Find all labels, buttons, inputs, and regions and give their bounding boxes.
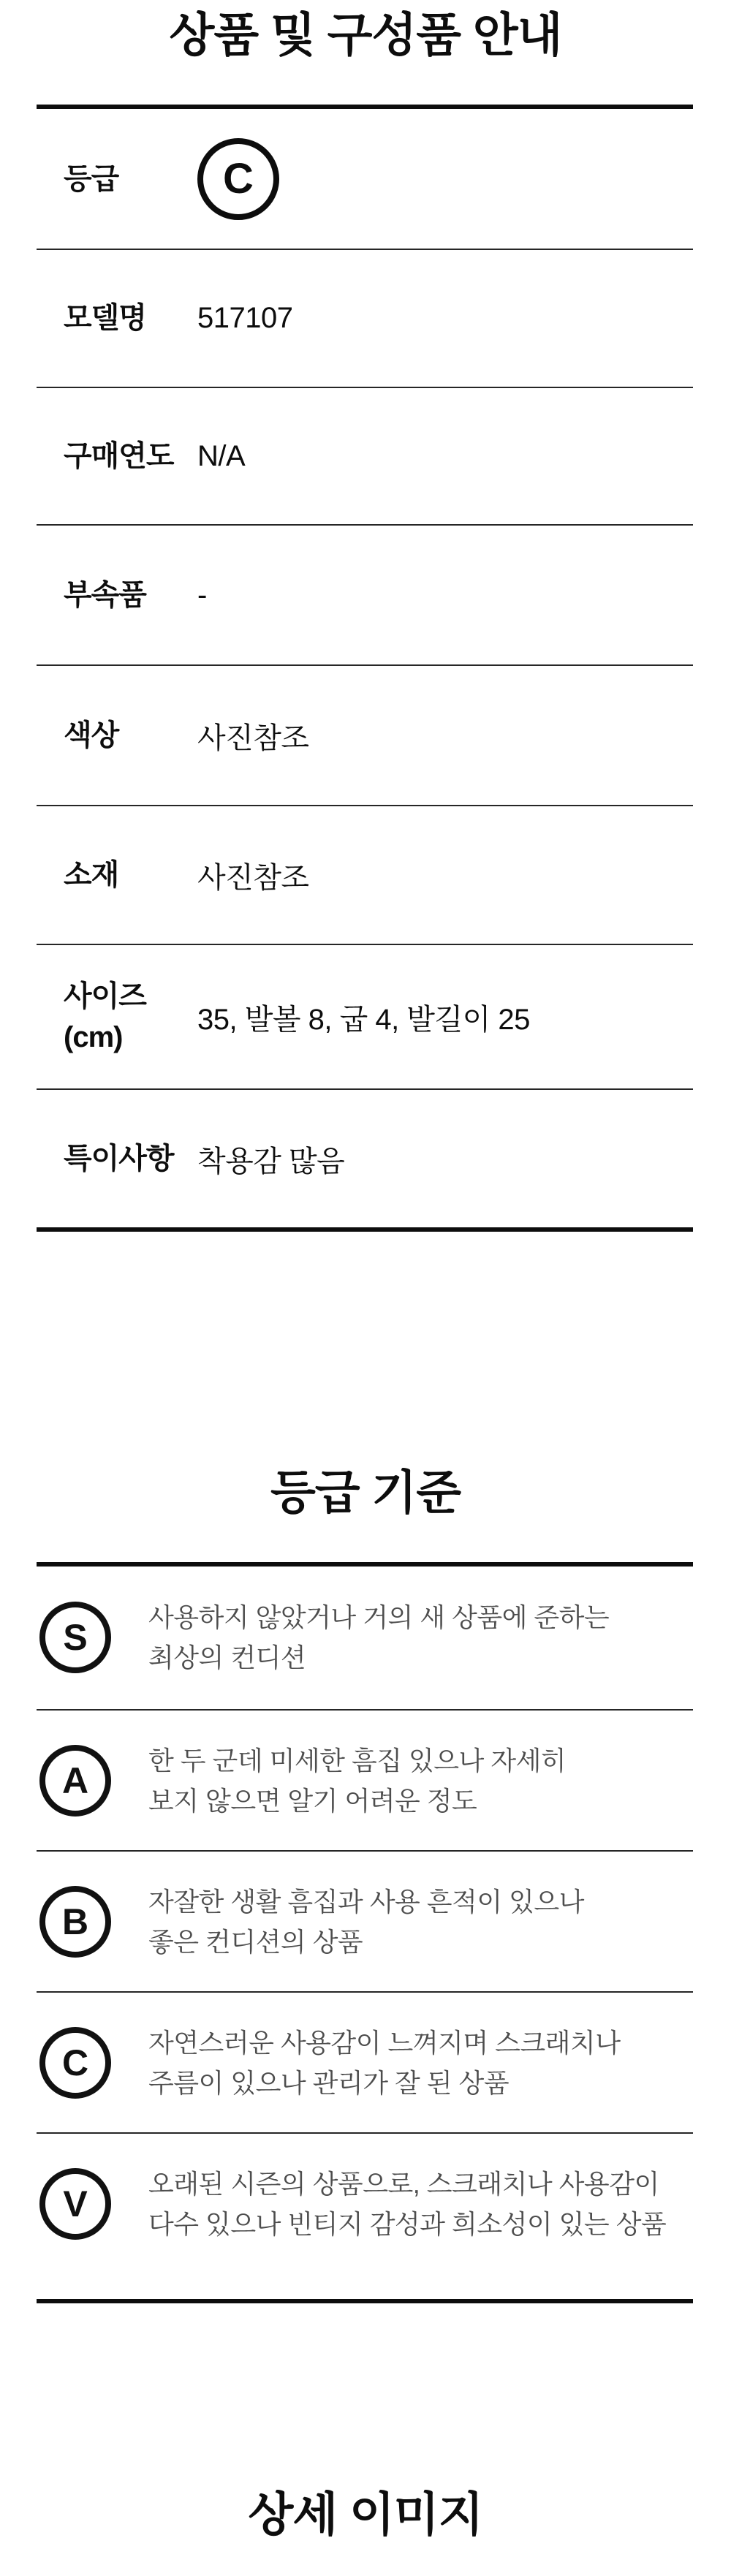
grade-table-bottom-border — [37, 2299, 693, 2303]
row-label-line1: 사이즈 — [64, 980, 146, 1012]
row-value: 517107 — [197, 301, 293, 334]
row-label: 구매연도 — [64, 440, 174, 472]
table-row-grade — [0, 109, 731, 249]
grade-description — [148, 1882, 584, 1962]
grade-circle-badge — [39, 2027, 111, 2099]
row-label: 부속품 — [64, 579, 146, 611]
grade-letter: S — [63, 1617, 88, 1658]
row-label: 등급 — [64, 162, 119, 195]
table-row-purchase-year — [0, 388, 731, 524]
grade-description-line1: 자잘한 생활 흠집과 사용 흔적이 있으나 — [148, 1886, 584, 1917]
grade-description-line1: 자연스러운 사용감이 느껴지며 스크래치나 — [148, 2027, 621, 2058]
table-row-size — [0, 945, 731, 1088]
row-value: N/A — [197, 439, 246, 472]
row-label — [64, 976, 197, 1058]
grade-description-line2: 최상의 컨디션 — [148, 1643, 306, 1672]
grade-description-line1: 한 두 군데 미세한 흠집 있으나 자세히 — [148, 1745, 567, 1776]
row-value: 사진참조 — [197, 721, 309, 754]
grade-description-line2: 좋은 컨디션의 상품 — [148, 1926, 363, 1957]
grade-letter: B — [61, 1901, 89, 1942]
grade-description — [148, 1740, 566, 1821]
grade-letter: C — [61, 2042, 89, 2083]
row-value: 사진참조 — [197, 861, 309, 894]
grade-row-c — [0, 1993, 731, 2132]
row-label: 소재 — [64, 859, 119, 891]
row-value: 착용감 많음 — [197, 1145, 345, 1178]
grade-row-s — [0, 1566, 731, 1709]
grade-description-line1: 오래된 시즌의 상품으로, 스크래치나 사용감이 — [148, 2169, 659, 2199]
grade-description-line2: 주름이 있으나 관리가 잘 된 상품 — [148, 2067, 510, 2098]
row-label: 특이사항 — [64, 1143, 174, 1175]
grade-description-line2: 보지 않으면 알기 어려운 정도 — [148, 1785, 477, 1816]
grade-row-v — [0, 2134, 731, 2274]
grade-circle-badge — [39, 1745, 111, 1817]
grade-letter: C — [223, 155, 254, 202]
table-bottom-border — [37, 1227, 693, 1232]
grade-circle-badge — [39, 1886, 111, 1958]
grade-description-line1: 사용하지 않았거나 거의 새 상품에 준하는 — [148, 1602, 610, 1632]
grade-circle-badge — [39, 2168, 111, 2240]
row-value: - — [197, 578, 207, 611]
section-title-grade-criteria: 등급 기준 — [270, 1466, 461, 1519]
table-row-notes — [0, 1090, 731, 1227]
grade-description — [148, 2164, 666, 2244]
row-label: 모델명 — [64, 302, 146, 334]
row-label: 색상 — [64, 719, 119, 751]
section-title-detail-images: 상세 이미지 — [248, 2488, 483, 2541]
row-value: 35, 발볼 8, 굽 4, 발길이 25 — [197, 1003, 530, 1036]
table-row-accessories — [0, 526, 731, 664]
section-title-product-info: 상품 및 구성품 안내 — [169, 9, 562, 61]
grade-row-b — [0, 1852, 731, 1991]
grade-circle-badge — [197, 138, 279, 220]
table-row-color — [0, 666, 731, 805]
grade-description — [148, 1597, 609, 1678]
table-row-material — [0, 806, 731, 944]
grade-description — [148, 2023, 620, 2103]
grade-circle-badge — [39, 1602, 111, 1673]
row-label-line2: (cm) — [64, 1021, 123, 1053]
grade-row-a — [0, 1711, 731, 1850]
table-row-model — [0, 249, 731, 387]
grade-description-line2: 다수 있으나 빈티지 감성과 희소성이 있는 상품 — [148, 2209, 667, 2239]
grade-letter: V — [63, 2183, 88, 2224]
grade-letter: A — [61, 1759, 89, 1801]
